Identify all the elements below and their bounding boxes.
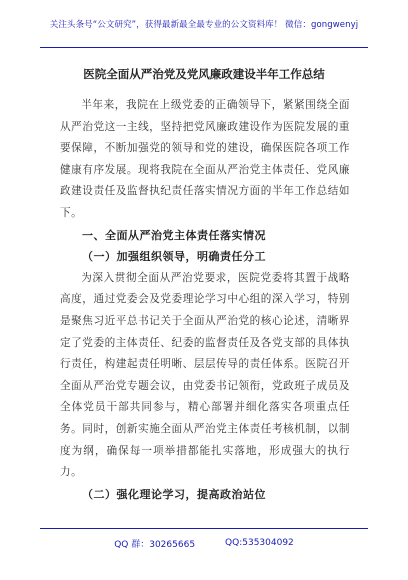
subsection-heading-2: （二）强化理论学习，提高政治站位	[82, 487, 266, 501]
header-banner	[40, 0, 368, 48]
footer-qq-group: QQ 群：30265665	[114, 539, 196, 550]
footer	[40, 528, 368, 557]
header-banner-text: 关注头条号“公文研究”，获得最新最全最专业的公文资料库！ 微信：gongwenyj	[49, 19, 359, 30]
document-body	[60, 95, 350, 505]
section-heading-1: 一、全面从严治党主体责任落实情况	[82, 228, 266, 242]
subsection-1-paragraph: 为深入贯彻全面从严治党要求，医院党委将其置于战略高度，通过党委会及党委理论学习中心组的深入学习，特别是聚焦习近平总书记关于全面从严治党的核心论述，清晰界定了党委的主体责任、纪委的监督责任及各党支部的具体执行责任，构建起责任明晰、层层传导的责任体系。医院召开全面从严治党专题会议，由党委书记领衔，党政班子成员及全体党员干部共同参与，精心部署并细化落实各项重点任务。同时，创新实施全面从严治党主体责任考核机制，以制度为纲，确保每一项举措都能扎实落地，形成强大的执行力。	[60, 271, 350, 479]
document-title: 医院全面从严治党及党风廉政建设半年工作总结	[83, 67, 325, 81]
subsection-heading-1: （一）加强组织领导，明确责任分工	[82, 250, 266, 264]
footer-qq: QQ:535304092	[225, 538, 294, 548]
intro-paragraph: 半年来，我院在上级党委的正确领导下，紧紧围绕全面从严治党这一主线，坚持把党风廉政建设作为医院发展的重要保障，不断加强党的领导和党的建设，确保医院各项工作健康有序发展。现将我院在全面从严治党主体责任、党风廉政建设责任及监督执纪责任落实情况方面的半年工作总结如下。	[60, 99, 350, 219]
